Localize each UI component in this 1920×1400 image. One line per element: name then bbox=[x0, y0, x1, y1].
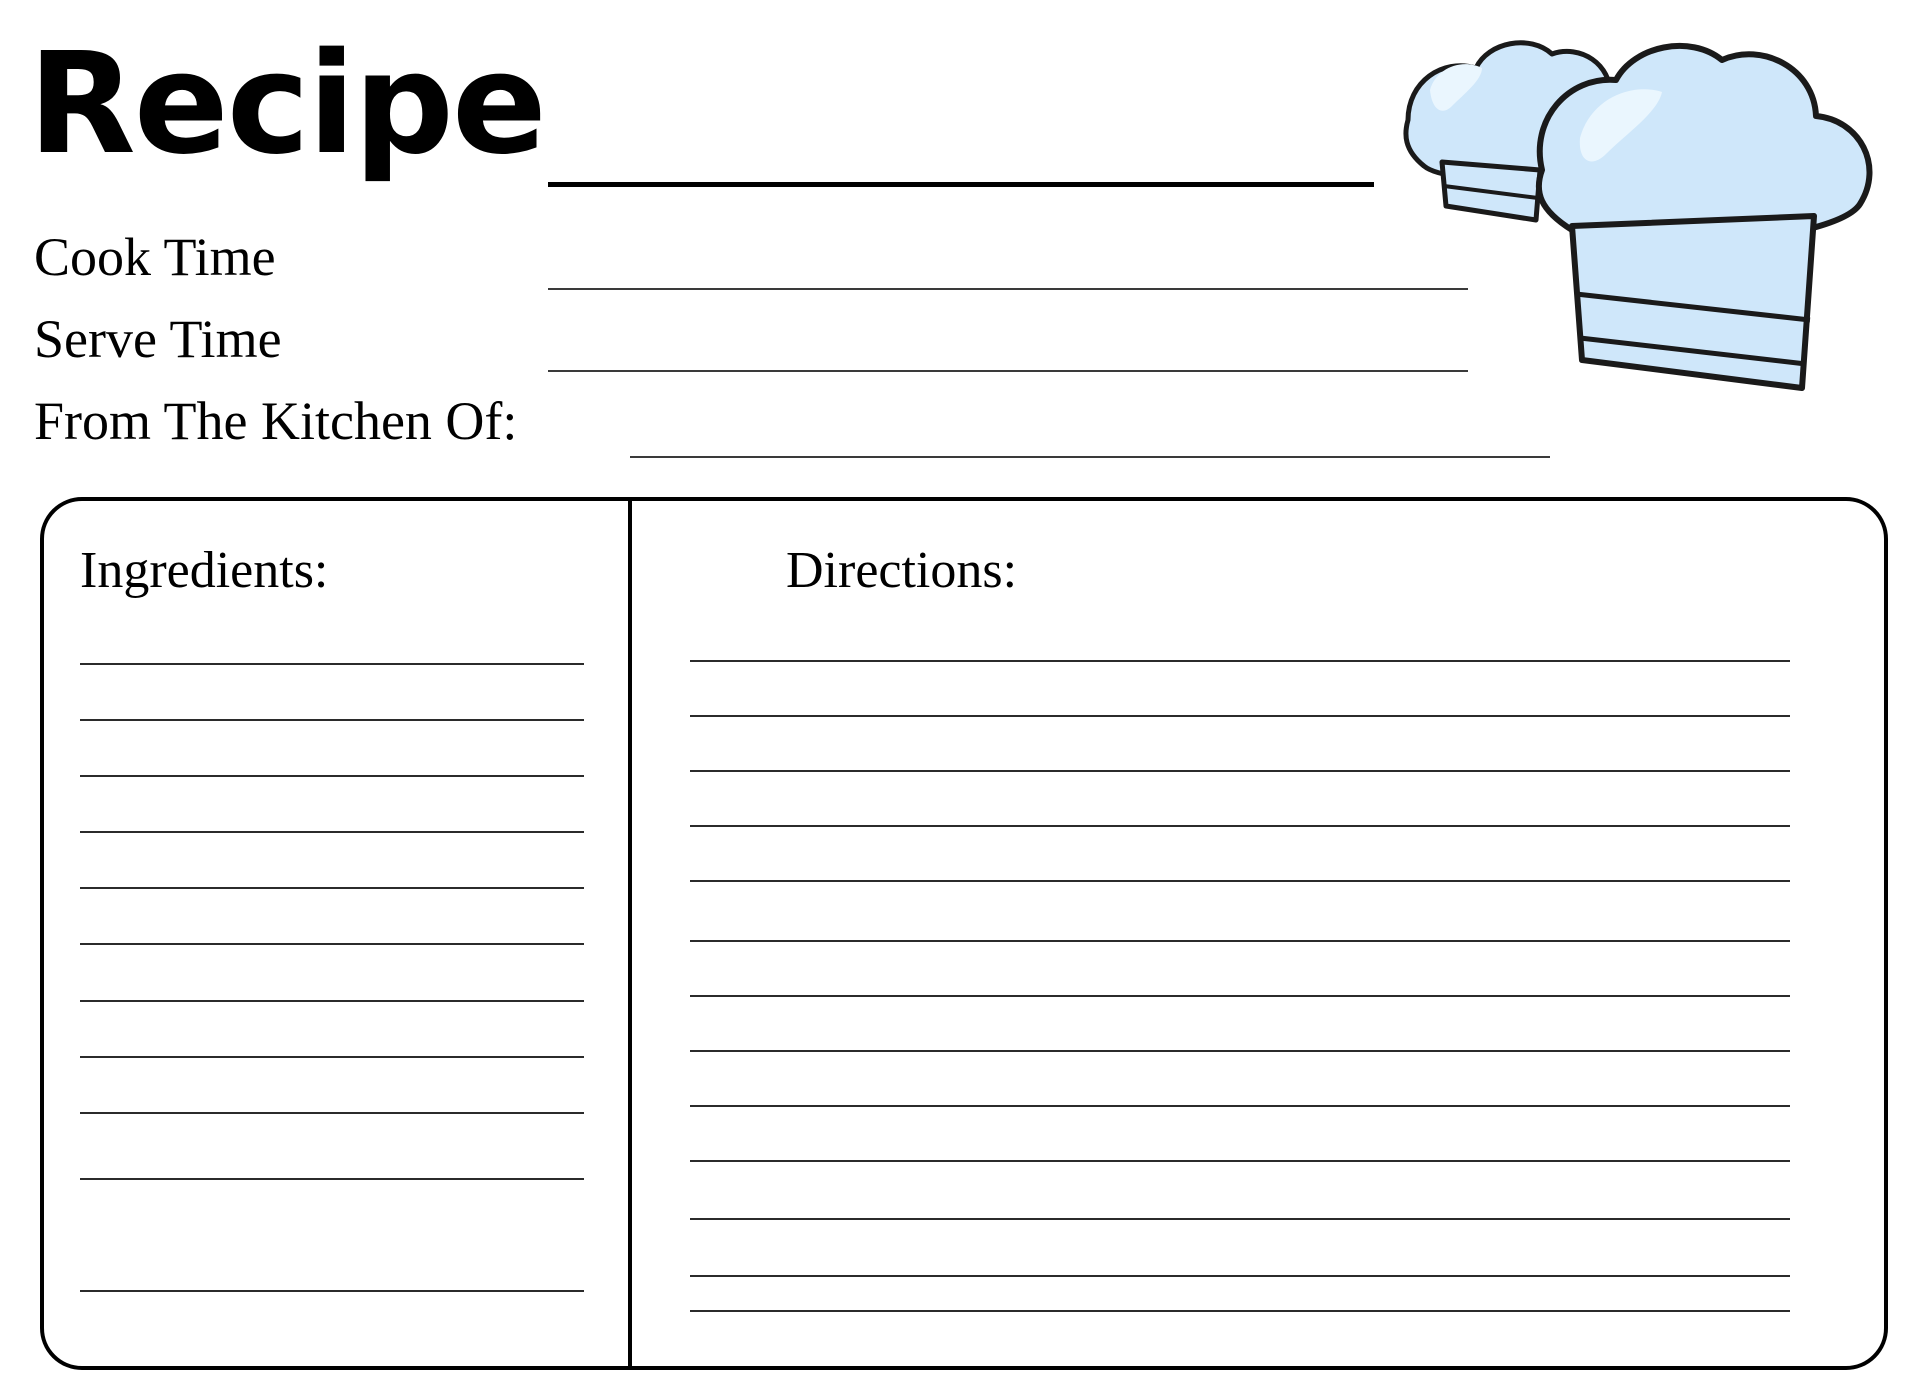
chef-hat-icon bbox=[1390, 20, 1920, 490]
cook-time-input-line[interactable] bbox=[548, 288, 1468, 290]
page-title: Recipe bbox=[28, 23, 545, 186]
directions-line[interactable] bbox=[690, 1310, 1790, 1312]
ingredients-line[interactable] bbox=[80, 1056, 584, 1058]
ingredients-line[interactable] bbox=[80, 1000, 584, 1002]
ingredients-line[interactable] bbox=[80, 943, 584, 945]
directions-line[interactable] bbox=[690, 1050, 1790, 1052]
directions-line[interactable] bbox=[690, 770, 1790, 772]
directions-line[interactable] bbox=[690, 1105, 1790, 1107]
directions-heading: Directions: bbox=[786, 542, 1018, 599]
directions-line[interactable] bbox=[690, 660, 1790, 662]
directions-line[interactable] bbox=[690, 825, 1790, 827]
card-column-divider bbox=[628, 497, 632, 1370]
ingredients-line[interactable] bbox=[80, 719, 584, 721]
ingredients-heading: Ingredients: bbox=[80, 542, 329, 599]
directions-line[interactable] bbox=[690, 1275, 1790, 1277]
from-the-kitchen-of-label: From The Kitchen Of: bbox=[34, 391, 518, 451]
directions-line[interactable] bbox=[690, 715, 1790, 717]
serve-time-input-line[interactable] bbox=[548, 370, 1468, 372]
title-fill-in-line[interactable] bbox=[548, 182, 1374, 187]
ingredients-line[interactable] bbox=[80, 831, 584, 833]
directions-line[interactable] bbox=[690, 1218, 1790, 1220]
recipe-body-card bbox=[40, 497, 1888, 1370]
ingredients-line[interactable] bbox=[80, 775, 584, 777]
ingredients-line[interactable] bbox=[80, 663, 584, 665]
directions-line[interactable] bbox=[690, 880, 1790, 882]
directions-line[interactable] bbox=[690, 995, 1790, 997]
cook-time-label: Cook Time bbox=[34, 227, 276, 287]
directions-line[interactable] bbox=[690, 940, 1790, 942]
directions-line[interactable] bbox=[690, 1160, 1790, 1162]
serve-time-label: Serve Time bbox=[34, 309, 282, 369]
ingredients-line[interactable] bbox=[80, 887, 584, 889]
ingredients-line[interactable] bbox=[80, 1290, 584, 1292]
ingredients-line[interactable] bbox=[80, 1112, 584, 1114]
ingredients-line[interactable] bbox=[80, 1178, 584, 1180]
